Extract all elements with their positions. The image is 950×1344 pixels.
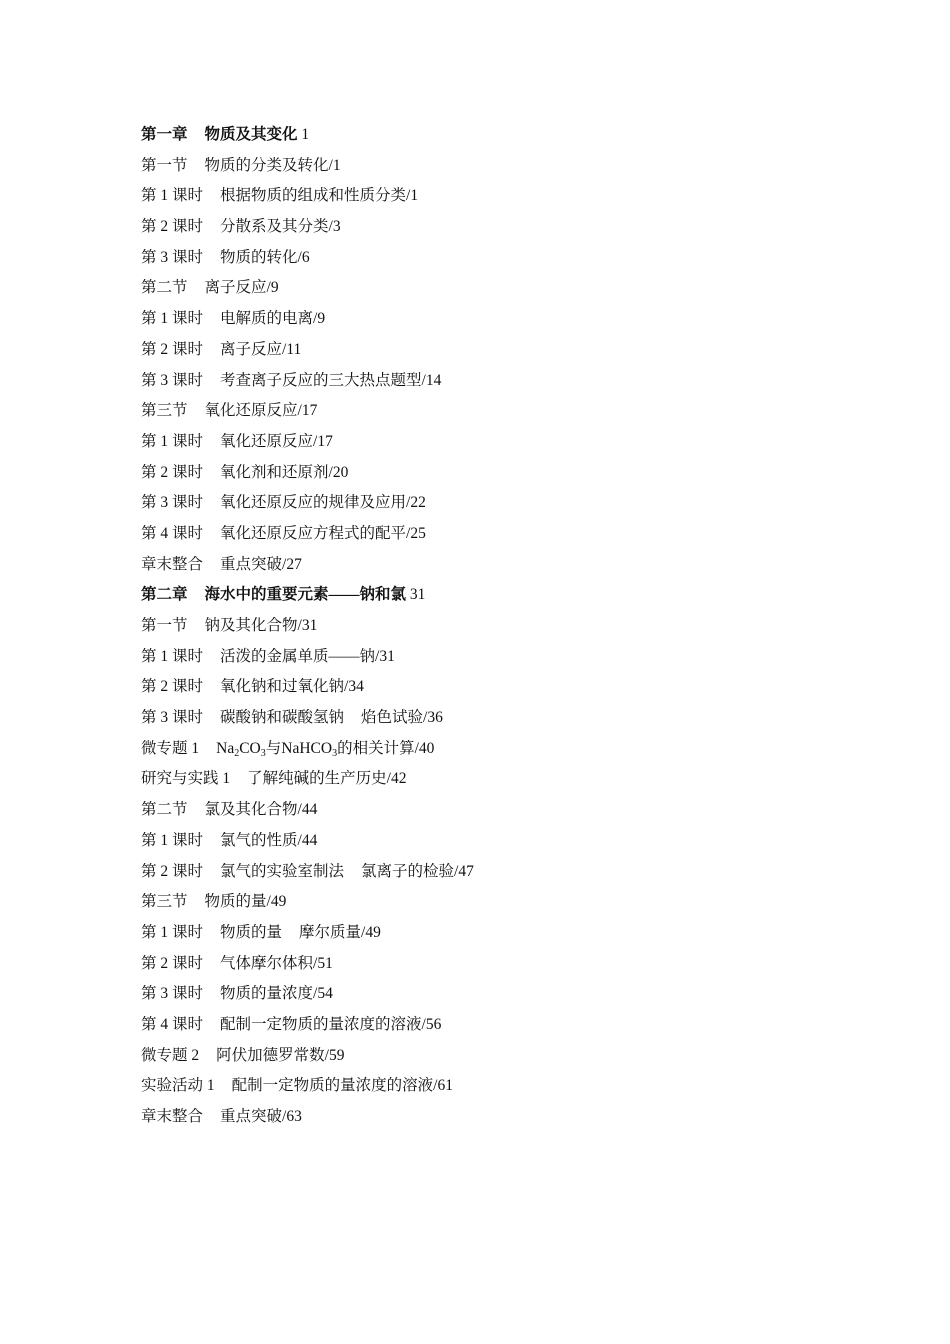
entry-title: 重点突破/27 <box>220 555 302 573</box>
chapter-title: 海水中的重要元素——钠和氯 <box>204 586 407 604</box>
entry-label: 第 2 课时 <box>141 340 204 358</box>
toc-chapter <box>141 120 861 151</box>
entry-title: 的相关计算/40 <box>337 739 435 757</box>
entry-title: 氧化还原反应方程式的配平/25 <box>220 524 426 542</box>
toc-entry <box>141 243 861 274</box>
entry-label: 第二节 <box>141 801 188 819</box>
entry-title: 活泼的金属单质——钠/31 <box>220 647 395 665</box>
formula-na2co3: $Na_2CO_3$ <box>216 739 266 759</box>
entry-title: 分散系及其分类/3 <box>220 218 341 236</box>
entry-label: 第一节 <box>141 617 188 634</box>
entry-label: 第 1 课时 <box>141 432 204 450</box>
entry-title: 物质的量 <box>220 923 283 941</box>
entry-title-part-2: 氯离子的检验/47 <box>361 862 474 880</box>
toc-entry <box>141 949 861 980</box>
entry-title: 物质的分类及转化/1 <box>204 156 341 174</box>
entry-title: 了解纯碱的生产历史/42 <box>247 770 407 788</box>
entry-label: 第三节 <box>141 402 188 420</box>
entry-label: 第一节 <box>141 156 188 174</box>
entry-title: 碳酸钠和碳酸氢钠 <box>220 709 345 727</box>
entry-label: 第 1 课时 <box>141 310 204 328</box>
toc-entry <box>141 396 861 427</box>
toc-entry <box>141 1102 861 1133</box>
toc-entry <box>141 212 861 243</box>
entry-label: 第 2 课时 <box>141 463 204 481</box>
chapter-page: 31 <box>409 586 426 604</box>
entry-title: 重点突破/63 <box>220 1108 302 1125</box>
entry-label: 第 3 课时 <box>141 371 204 389</box>
entry-title: 考查离子反应的三大热点题型/14 <box>220 371 442 389</box>
entry-title: 氧化剂和还原剂/20 <box>220 463 349 481</box>
toc-entry <box>141 1010 861 1041</box>
toc-entry <box>141 826 861 857</box>
table-of-contents <box>141 120 861 1133</box>
entry-title: 离子反应/9 <box>204 279 279 297</box>
toc-entry <box>141 335 861 366</box>
entry-title: 配制一定物质的量浓度的溶液/56 <box>220 1015 442 1033</box>
entry-title: 钠及其化合物/31 <box>204 617 318 634</box>
toc-entry <box>141 795 861 826</box>
toc-entry <box>141 273 861 304</box>
toc-entry <box>141 427 861 458</box>
chapter-title: 物质及其变化 <box>204 126 298 143</box>
toc-entry <box>141 764 861 795</box>
toc-entry <box>141 550 861 581</box>
entry-title: 氧化钠和过氧化钠/34 <box>220 678 364 696</box>
toc-entry <box>141 703 861 734</box>
toc-entry <box>141 181 861 212</box>
entry-label: 第 2 课时 <box>141 954 204 972</box>
entry-title: 电解质的电离/9 <box>220 310 326 328</box>
entry-label: 第 1 课时 <box>141 923 204 941</box>
entry-label: 第 3 课时 <box>141 985 204 1003</box>
toc-entry <box>141 519 861 550</box>
toc-entry <box>141 672 861 703</box>
entry-title: 氧化还原反应的规律及应用/22 <box>220 494 426 512</box>
toc-entry <box>141 979 861 1010</box>
entry-label: 第 3 课时 <box>141 494 204 512</box>
entry-title: 氯气的性质/44 <box>220 831 318 849</box>
entry-label: 第 4 课时 <box>141 1015 204 1033</box>
entry-label: 第 1 课时 <box>141 187 204 205</box>
entry-label: 第 3 课时 <box>141 709 204 727</box>
entry-title: 氯及其化合物/44 <box>204 801 318 819</box>
toc-entry <box>141 918 861 949</box>
entry-title: 根据物质的组成和性质分类/1 <box>220 187 419 205</box>
entry-title: 配制一定物质的量浓度的溶液/61 <box>231 1077 453 1095</box>
entry-title: 离子反应/11 <box>220 340 302 358</box>
entry-label: 章末整合 <box>141 1108 204 1125</box>
entry-title: 氧化还原反应/17 <box>204 402 318 420</box>
entry-label: 第 4 课时 <box>141 524 204 542</box>
entry-title: 氧化还原反应/17 <box>220 432 333 450</box>
formula-connector: 与 <box>265 739 282 757</box>
toc-entry <box>141 488 861 519</box>
toc-chapter <box>141 580 861 611</box>
entry-title: 阿伏加德罗常数/59 <box>216 1046 345 1064</box>
entry-label: 第 2 课时 <box>141 218 204 236</box>
chapter-page: 1 <box>301 126 310 143</box>
entry-label: 实验活动 1 <box>141 1077 215 1095</box>
entry-title: 气体摩尔体积/51 <box>220 954 333 972</box>
entry-label: 微专题 2 <box>141 1046 200 1064</box>
toc-entry <box>141 642 861 673</box>
entry-title-part-2: 焰色试验/36 <box>361 709 443 727</box>
toc-entry <box>141 1071 861 1102</box>
entry-label: 第三节 <box>141 893 188 911</box>
entry-title: 物质的转化/6 <box>220 248 310 266</box>
chapter-label: 第二章 <box>141 586 188 604</box>
chapter-label: 第一章 <box>141 126 188 143</box>
toc-entry <box>141 887 861 918</box>
entry-label: 微专题 1 <box>141 739 200 757</box>
entry-title: 物质的量/49 <box>204 893 287 911</box>
toc-entry <box>141 611 861 642</box>
toc-entry <box>141 151 861 182</box>
entry-label: 第 1 课时 <box>141 831 204 849</box>
toc-entry <box>141 304 861 335</box>
toc-entry <box>141 458 861 489</box>
toc-entry <box>141 366 861 397</box>
entry-label: 第二节 <box>141 279 188 297</box>
toc-entry <box>141 1041 861 1072</box>
entry-title: 氯气的实验室制法 <box>220 862 345 880</box>
entry-title-part-2: 摩尔质量/49 <box>299 923 381 941</box>
entry-label: 第 2 课时 <box>141 678 204 696</box>
entry-label: 研究与实践 1 <box>141 770 231 788</box>
entry-label: 第 2 课时 <box>141 862 204 880</box>
entry-label: 第 3 课时 <box>141 248 204 266</box>
entry-label: 第 1 课时 <box>141 647 204 665</box>
toc-entry <box>141 857 861 888</box>
entry-label: 章末整合 <box>141 555 204 573</box>
formula-nahco3: NaHCO$_3$ <box>281 739 338 759</box>
toc-entry-formula <box>141 734 861 765</box>
entry-title: 物质的量浓度/54 <box>220 985 333 1003</box>
